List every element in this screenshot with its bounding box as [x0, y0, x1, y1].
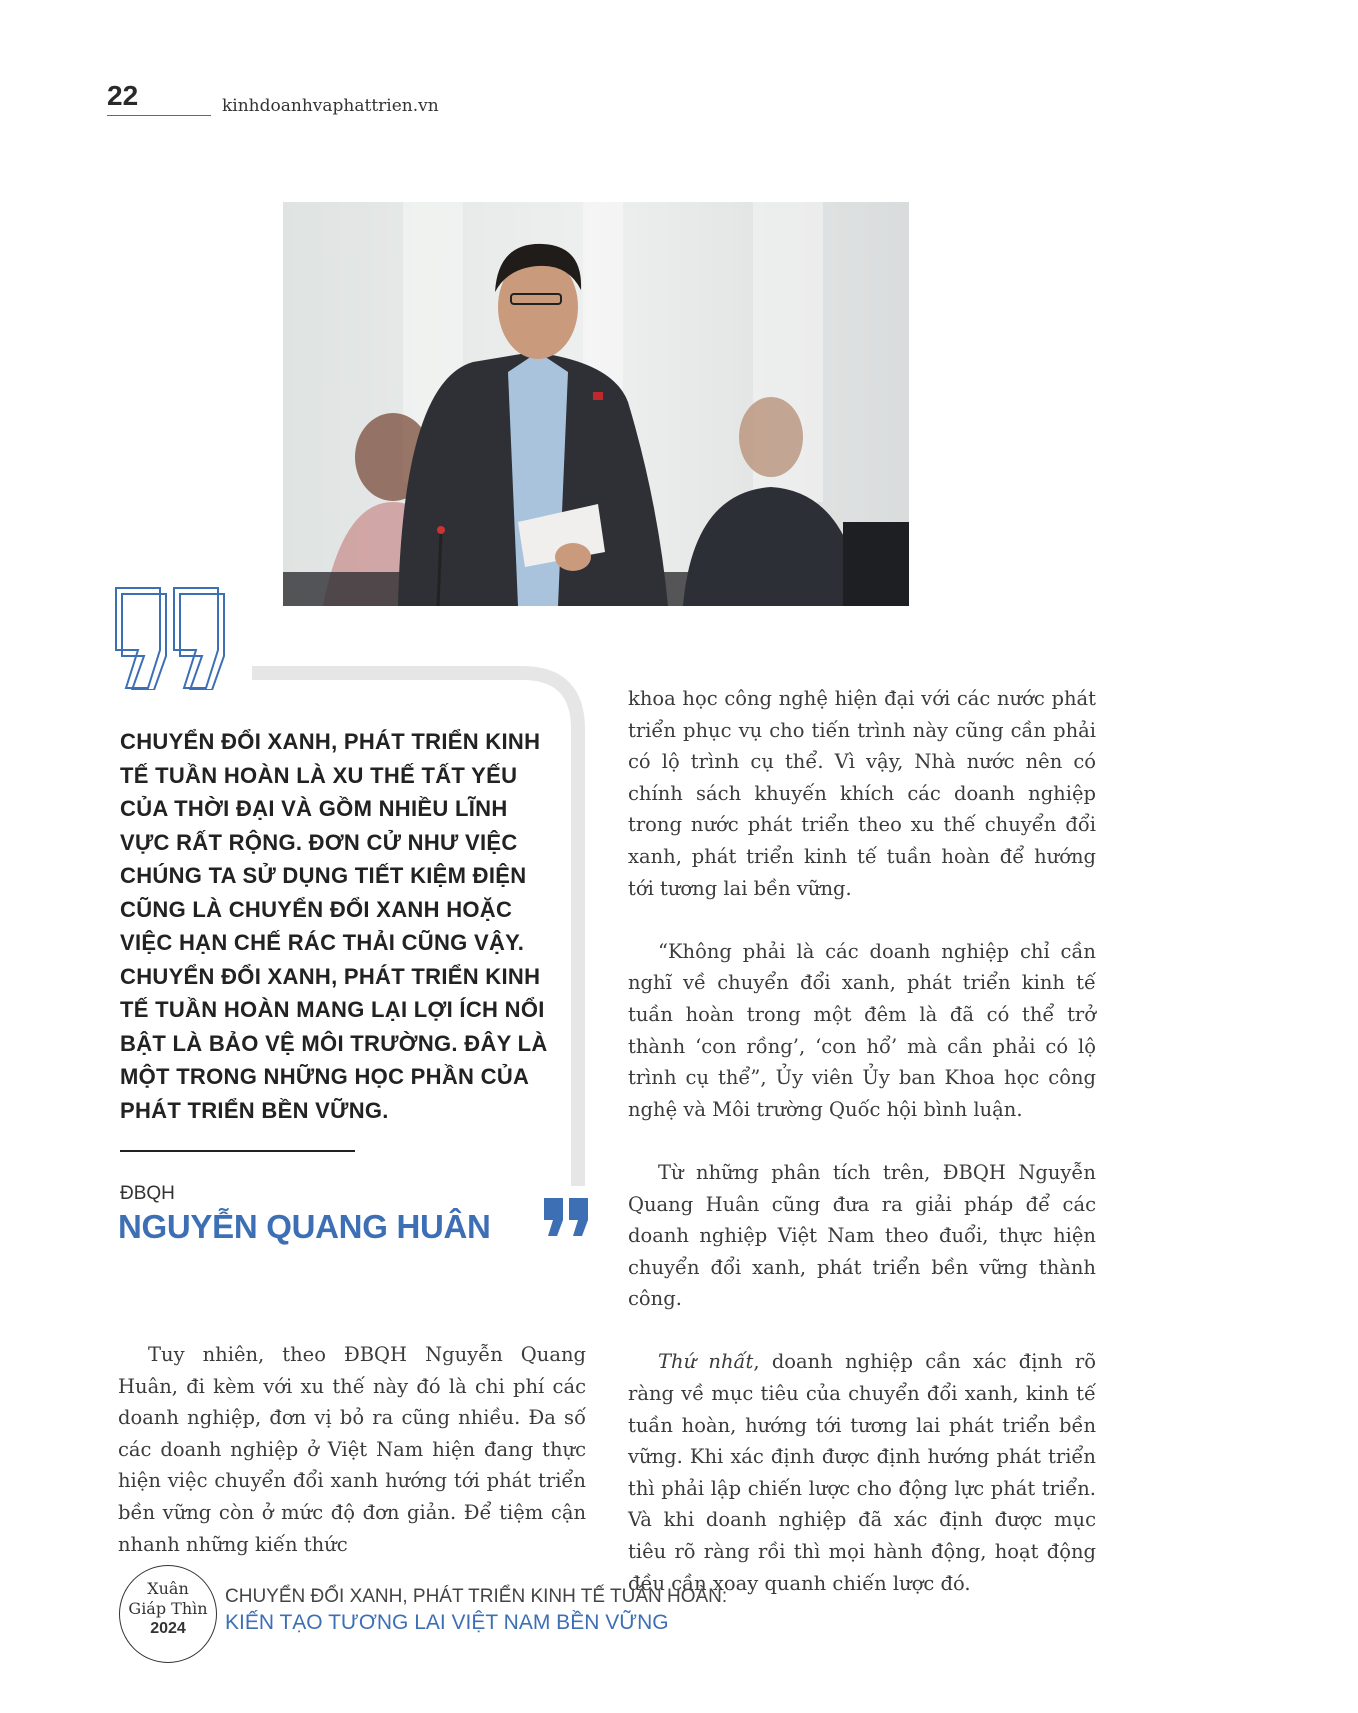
badge-year: 2024: [150, 1620, 186, 1637]
body-left-column: [118, 1339, 586, 1560]
badge-season: Xuân: [147, 1579, 189, 1598]
header-rule: [107, 115, 211, 116]
paragraph-rest: , doanh nghiệp cần xác định rõ ràng về mục tiêu của chuyển đổi xanh, kinh tế tuần hoàn, hướng tới tương lai phát triển bền vững. Khi xác định được định hướng phát triển thì phải lập chiến lược cho động lực phát triển. Và khi doanh nghiệp đã xác định được mục tiêu rõ ràng rồi thì mọi hành động, hoạt động đều cần xoay quanh chiến lược đó.: [628, 1350, 1096, 1595]
footer-section-kicker: CHUYỂN ĐỔI XANH, PHÁT TRIỂN KINH TẾ TUẦN HOÀN:: [225, 1586, 728, 1607]
issue-badge: [119, 1565, 217, 1663]
quote-close-icon: [543, 1198, 591, 1238]
page-number: 22: [107, 80, 139, 111]
badge-year-name: Giáp Thìn: [128, 1599, 208, 1618]
body-right-column: [628, 683, 1096, 1631]
quote-open-icon: [108, 586, 232, 690]
emphasis-lead: Thứ nhất: [658, 1350, 754, 1374]
footer-section-headline: KIẾN TẠO TƯƠNG LAI VIỆT NAM BỀN VỮNG: [225, 1611, 669, 1634]
quote-divider: [120, 1150, 355, 1152]
body-paragraph: khoa học công nghệ hiện đại với các nước phát triển phục vụ cho tiến trình này cũng cần phải có lộ trình cụ thể. Vì vậy, Nhà nước nên có chính sách khuyến khích các doanh nghiệp trong nước phát triển theo xu thế chuyển đổi xanh, phát triển kinh tế tuần hoàn để hướng tới tương lai bền vững.: [628, 687, 1096, 900]
pull-quote-text: CHUYỂN ĐỔI XANH, PHÁT TRIỂN KINH TẾ TUẦN HOÀN LÀ XU THẾ TẤT YẾU CỦA THỜI ĐẠI VÀ GỒM NHIỀU LĨNH VỰC RẤT RỘNG. ĐƠN CỬ NHƯ VIỆC CHÚNG TA SỬ DỤNG TIẾT KIỆM ĐIỆN CŨNG LÀ CHUYỂN ĐỔI XANH HOẶC VIỆC HẠN CHẾ RÁC THẢI CŨNG VẬY. CHUYỂN ĐỔI XANH, PHÁT TRIỂN KINH TẾ TUẦN HOÀN MANG LẠI LỢI ÍCH NỔI BẬT LÀ BẢO VỆ MÔI TRƯỜNG. ĐÂY LÀ MỘT TRONG NHỮNG HỌC PHẦN CỦA PHÁT TRIỂN BỀN VỮNG.: [120, 729, 548, 1123]
speaker-photo: [283, 202, 909, 606]
site-name[interactable]: kinhdoanhvaphattrien.vn: [222, 96, 439, 116]
speaker-title: ĐBQH: [120, 1183, 175, 1204]
body-paragraph: Tuy nhiên, theo ĐBQH Nguyễn Quang Huân, đi kèm với xu thế này đó là chi phí các doanh nghiệp, đơn vị bỏ ra cũng nhiều. Đa số các doanh nghiệp ở Việt Nam hiện đang thực hiện việc chuyển đổi xanh hướng tới phát triển bền vững còn ở mức độ đơn giản. Để tiệm cận nhanh những kiến thức: [118, 1343, 586, 1556]
body-paragraph: “Không phải là các doanh nghiệp chỉ cần nghĩ về chuyển đổi xanh, phát triển kinh tế tuần hoàn trong một đêm là đã có thể trở thành ‘con rồng’, ‘con hổ’ mà cần phải có lộ trình cụ thể”, Ủy viên Ủy ban Khoa học công nghệ và Môi trường Quốc hội bình luận.: [628, 939, 1096, 1121]
body-paragraph: [628, 1346, 1096, 1599]
body-paragraph: Từ những phân tích trên, ĐBQH Nguyễn Quang Huân cũng đưa ra giải pháp để các doanh nghiệp Việt Nam theo đuổi, thực hiện chuyển đổi xanh, phát triển bền vững thành công.: [628, 1160, 1096, 1311]
photo-icon: [283, 202, 909, 606]
speaker-name: NGUYỄN QUANG HUÂN: [118, 1208, 491, 1245]
